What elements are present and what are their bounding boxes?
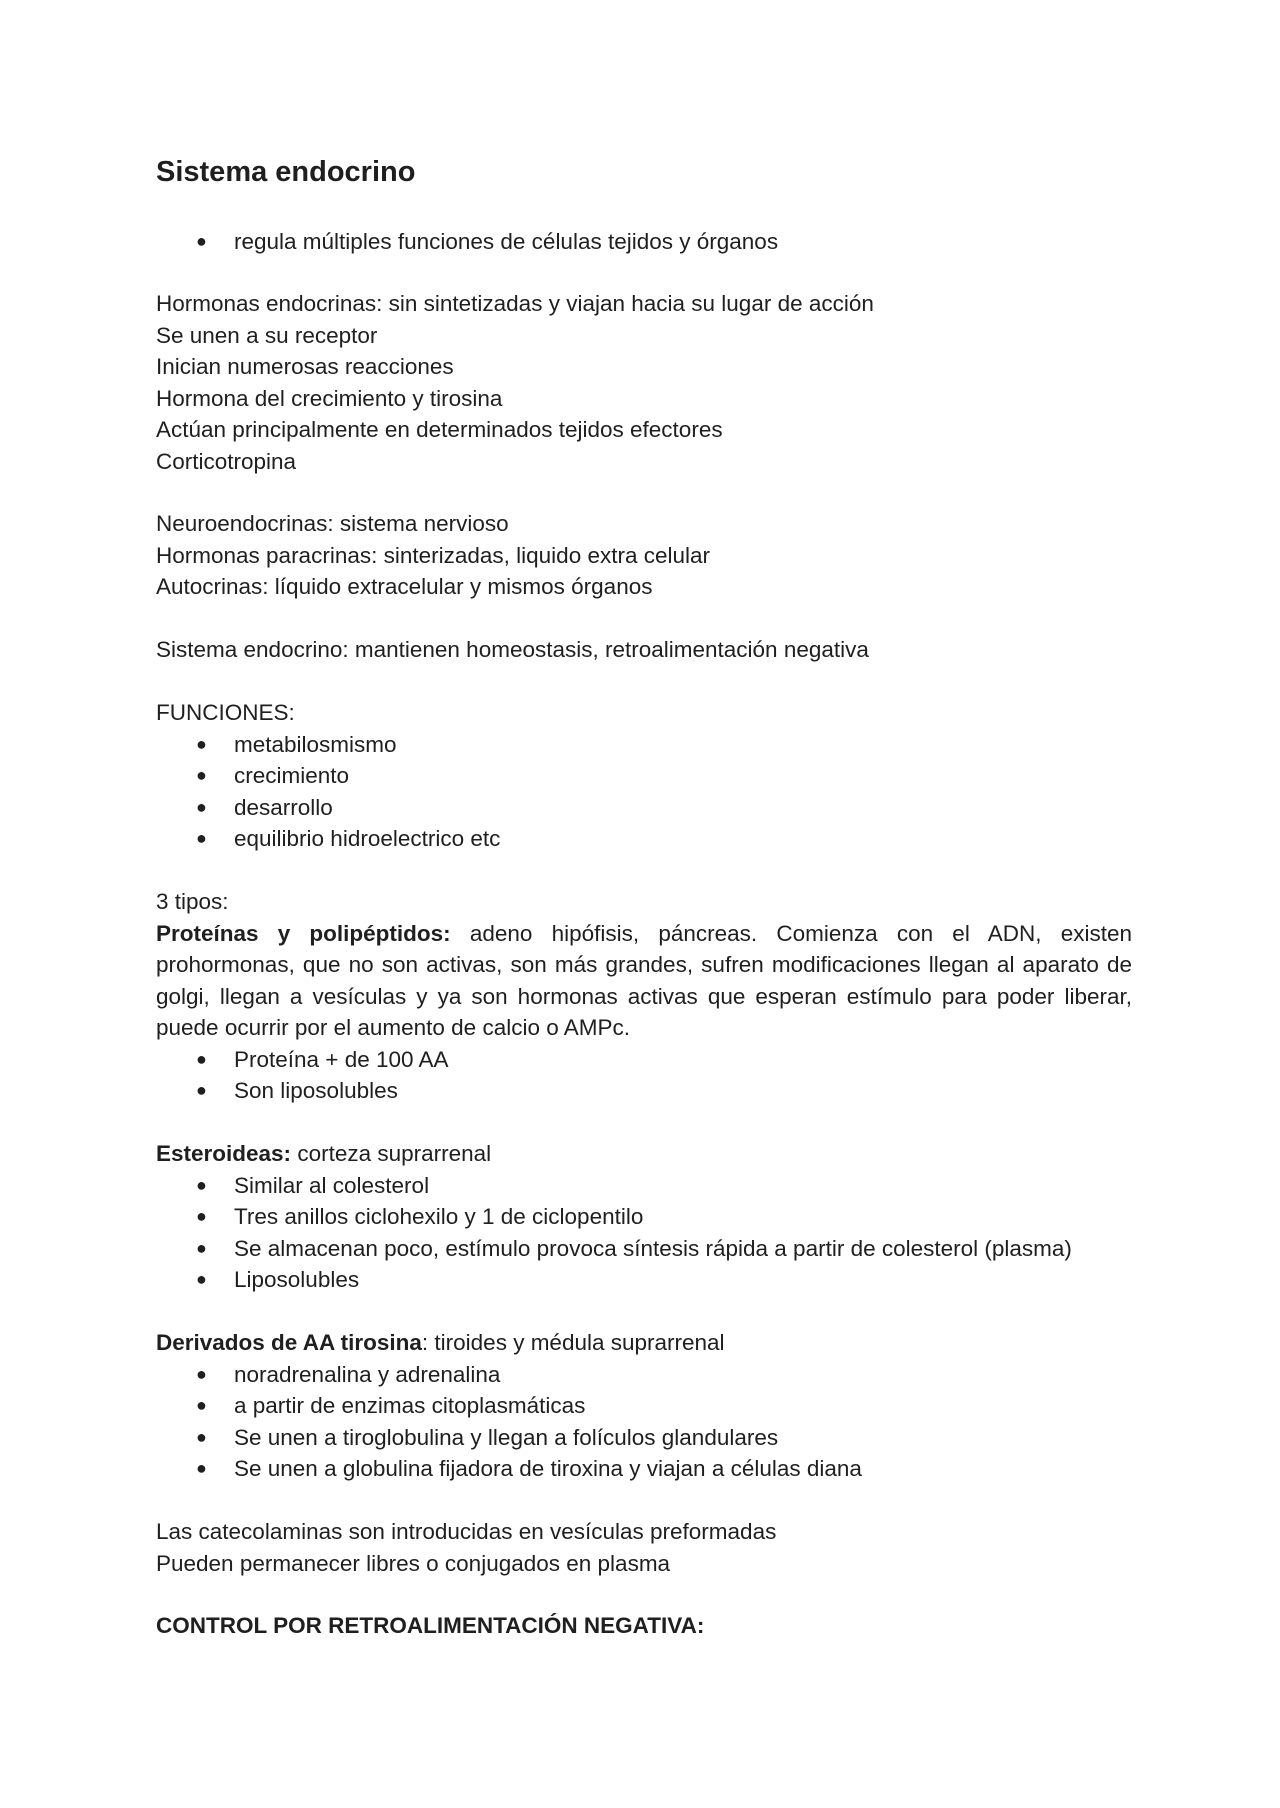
list-item: ● Se almacenan poco, estímulo provoca síntesis rápida a partir de colesterol (plasma): [156, 1233, 1132, 1265]
bullet-icon: ●: [196, 231, 207, 251]
list-item: ● metabilosmismo: [156, 729, 1132, 761]
text-line: Se unen a su receptor: [156, 322, 378, 348]
text-line: Hormonas endocrinas: sin sintetizadas y viajan hacia su lugar de acción: [156, 291, 874, 316]
list-item: ● a partir de enzimas citoplasmáticas: [156, 1390, 1132, 1422]
list-item: ● Son liposolubles: [156, 1075, 1132, 1107]
esteroideas-bullet-list: [156, 1170, 1132, 1296]
derivados-heading: Derivados de AA tirosina: tiroides y médula suprarrenal: [156, 1330, 725, 1355]
proteinas-text: adeno hipófisis, páncreas. Comienza con el ADN, existen prohormonas, que no son activas, son más grandes, sufren modificaciones llegan al aparato de golgi, llegan a vesículas y ya son hormonas activas que esperan estímulo para poder liberar, puede ocurrir por el aumento de calcio o AMPc.: [156, 920, 1132, 1040]
bullet-icon: ●: [196, 1174, 207, 1195]
esteroideas-section: [156, 1138, 1132, 1296]
intro-section: [156, 226, 1132, 258]
bullet-icon: ●: [196, 765, 207, 785]
esteroideas-heading: Esteroideas: corteza suprarrenal: [156, 1141, 492, 1166]
text-line: Hormona del crecimiento y tirosina: [156, 385, 503, 411]
tres-tipos-label: 3 tipos:: [156, 889, 229, 914]
proteinas-bullet-list: [156, 1044, 1132, 1107]
proteinas-section: [156, 886, 1132, 1107]
bullet-icon: ●: [196, 1237, 207, 1258]
text-line: Neuroendocrinas: sistema nervioso: [156, 511, 509, 536]
bullet-icon: ●: [196, 1458, 207, 1478]
text-line: Actúan principalmente en determinados tejidos efectores: [156, 417, 723, 442]
bullet-icon: ●: [196, 1048, 207, 1069]
bullet-icon: ●: [196, 1269, 207, 1289]
list-item: ● regula múltiples funciones de células tejidos y órganos: [156, 226, 1132, 258]
text-line: Pueden permanecer libres o conjugados en plasma: [156, 1550, 671, 1576]
bullet-icon: ●: [196, 733, 207, 754]
bullet-icon: ●: [196, 1363, 207, 1384]
list-item: ● noradrenalina y adrenalina: [156, 1359, 1132, 1391]
text-line: Sistema endocrino: mantienen homeostasis, retroalimentación negativa: [156, 637, 869, 662]
list-item: ● Se unen a tiroglobulina y llegan a folículos glandulares: [156, 1422, 1132, 1454]
list-item: ● Proteína + de 100 AA: [156, 1044, 1132, 1076]
derivados-section: [156, 1327, 1132, 1485]
bullet-icon: ●: [196, 828, 207, 848]
funciones-bullet-list: [156, 729, 1132, 855]
control-heading: CONTROL POR RETROALIMENTACIÓN NEGATIVA:: [156, 1613, 705, 1638]
sistema-section: [156, 634, 1132, 666]
text-line: Autocrinas: líquido extracelular y mismos órganos: [156, 574, 653, 599]
bullet-icon: ●: [196, 1080, 207, 1100]
bullet-icon: ●: [196, 1395, 207, 1415]
control-section: [156, 1610, 1132, 1642]
hormonas-section: [156, 288, 1132, 477]
page-title: Sistema endocrino: [156, 156, 416, 188]
list-item: ● desarrollo: [156, 792, 1132, 824]
text-line: Corticotropina: [156, 448, 297, 474]
bullet-icon: ●: [196, 796, 207, 817]
text-line: Inician numerosas reacciones: [156, 354, 454, 379]
intro-bullet-list: [156, 226, 1132, 258]
derivados-bullet-list: [156, 1359, 1132, 1485]
list-item: ● crecimiento: [156, 760, 1132, 792]
funciones-section: [156, 697, 1132, 855]
catecolaminas-section: [156, 1516, 1132, 1579]
text-line: Las catecolaminas son introducidas en vesículas preformadas: [156, 1519, 777, 1544]
text-line: Hormonas paracrinas: sinterizadas, liquido extra celular: [156, 542, 711, 568]
list-item: ● Tres anillos ciclohexilo y 1 de ciclopentilo: [156, 1201, 1132, 1233]
list-item: ● equilibrio hidroelectrico etc: [156, 823, 1132, 855]
bullet-icon: ●: [196, 1206, 207, 1226]
list-item: ● Similar al colesterol: [156, 1170, 1132, 1202]
list-item: ● Liposolubles: [156, 1264, 1132, 1296]
proteinas-label: Proteínas y polipéptidos:: [156, 920, 451, 946]
tipos-hormonas-section: [156, 508, 1132, 603]
bullet-icon: ●: [196, 1426, 207, 1447]
list-item: ● Se unen a globulina fijadora de tiroxina y viajan a células diana: [156, 1453, 1132, 1485]
proteinas-paragraph: [156, 918, 1132, 1044]
funciones-heading: FUNCIONES:: [156, 700, 295, 725]
